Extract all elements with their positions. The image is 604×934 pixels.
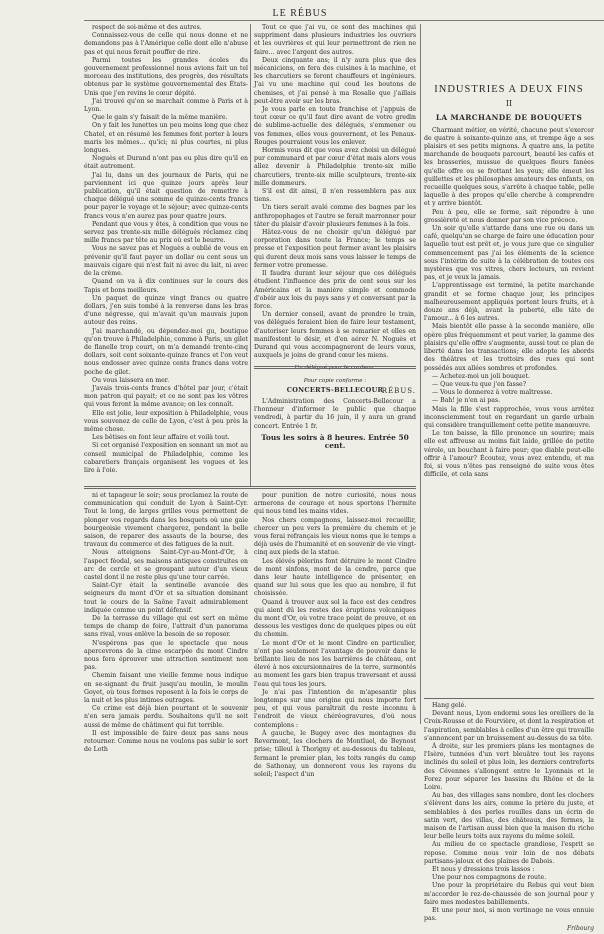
paragraph: Deux cinquante ans; il n'y aura plus que des mécaniciens, on fera des cuisines à la machine, et les charcutiers se feront chauffeurs et ingénieurs. J'ai vu une machine qui coud les boutons de chemises, et j'ai pensé à ma Rosalie que j'aillais peut-être avoir sur les bras. bbox=[254, 56, 416, 105]
paragraph: Un soir qu'elle s'attarde dans une rue ou dans un café, quelqu'un se charge de faire une éducation pour laquelle tout est prêt et, je vous jure que ce singulier commencement pas j'ai les éléments de la science sous l'intérim de suite à la célébration de toutes ces mystères que vos vitres, chers lecteurs, un revient pas, et je veux la jamais. bbox=[424, 225, 594, 282]
paragraph: — Achetez-moi un joli bouquet. bbox=[432, 372, 531, 380]
paragraph: Quand on va à dix continues sur le cours des Tapis et bons meilleurs. bbox=[84, 278, 248, 294]
paragraph: Nous atteignons Saint-Cyr-au-Mont-d'Or, à l'aspect féodal, ses maisons antiques construites en arc de cercle et se groupant autour d'un vieux castel dont il ne reste plus qu'une tour carrée. bbox=[84, 549, 248, 582]
paragraph: N'espérons pas que le spectacle que nous apercevrons de la cime escarpée du mont Cindre nous fera éprouver une attraction sentiment non pas. bbox=[84, 639, 248, 672]
section-title: INDUSTRIES A DEUX FINS bbox=[434, 84, 584, 95]
article-signature: RÉBUS. bbox=[381, 386, 416, 395]
paragraph: Noguès et Durand n'ont pas eu plus dire qu'il en était autrement. bbox=[84, 155, 248, 171]
section-subtitle: LA MARCHANDE DE BOUQUETS bbox=[435, 113, 583, 123]
paragraph: Charmant métier, en vérité, chacune peut s'exercer de quatre à soixante-quinze ans, et trempe âge a ses plaisirs et ses petits mignons. À quatre ans, la petite marchande de bouquets parcourt, beauté les cafés et les brasseries, mussue de quelques fleurs fanées qu'elle offre ou se frottant les yeux; elle émeut les guillettes et les philosophes amateurs des enfants, on recueille quelques sous, s'arrête à chaque table, pelle laquelle à des propos qu'elle cherche à comprendre et y arrive bientôt. bbox=[424, 126, 595, 208]
paragraph: Parmi toutes les grandes écoles du gouvernement professionnel nous avions fait un tel morceau des institutions, des progrès, des résultats obtenus par le système gouvernemental des États-Unis que j'en revins le cœur dépité. bbox=[84, 56, 248, 97]
paragraph: De la terrasse du village qui est sert en même temps de champ de foire, l'attrait d'un panorama sans rival, vous enlève la besoin de se reposer. bbox=[84, 615, 248, 639]
paragraph: Ce crime est déjà bien pourtant et le souvenir n'en sera jamais perdu. Souhaitons qu'il ne soit aussi de même de châtiment qui fut terrible. bbox=[84, 705, 248, 729]
paragraph: Il faudra durant leur séjour que ces délégués étudient l'influence des prix de cent sous sur les Américains et la manière simple et commode d'obéir aux lois du pays sans y et conversant par la force. bbox=[254, 270, 416, 310]
concerts-announcement bbox=[254, 398, 416, 468]
article-column-1 bbox=[84, 24, 249, 474]
paragraph: Je n'ai pas l'intention de m'apesantir plus longtemps sur une origine qui nous importe fort peu, et qui vous paraîtrait du reste inconnu à l'endroit de vieux chéréogravures, d'où nous contemplons : bbox=[254, 688, 416, 729]
paragraph: Mais la fille s'est rapprochée, vous vous arrêtez inconsciemment tout en regardant un garde urbain qui considère tranquillement cette petite manœuvre. bbox=[424, 405, 594, 429]
feuilleton-column-1 bbox=[84, 492, 248, 802]
paragraph: — Que veux-tu que j'en fasse? bbox=[432, 380, 527, 388]
column-divider-2 bbox=[420, 24, 421, 724]
paragraph: Il est impossible de faire deux pas sans nous retourner. Comme nous ne voulons pas subir le sort de Loth bbox=[84, 729, 248, 754]
paragraph: Que le gain s'y faisait de la même manière. bbox=[92, 114, 228, 122]
paragraph: Hâtez-vous de ne choisir qu'un délégué par corporation dans toute la France; le temps se presse et l'exposition peut fermer avant les plaisirs qui durent deux mois sans vous laisser le temps de fermer votre promesse. bbox=[254, 229, 416, 269]
paragraph: Hormis vous dit que vous avez choisi un délégué pur communard et par cœur d'état mais alors vous allez devenir à Philadelphie trente-six mille charcutiers, trente-six mille sculpteurs, trente-six mille dommeurs. bbox=[254, 147, 416, 187]
concerts-title: CONCERTS-BELLECOUR bbox=[286, 386, 384, 394]
paragraph: Le ton baisse, la fille prononce un sourire; mais elle est affreuse au moins fait laide, grillée de petite vérole, un bouchant à faire peur; que diable peut-elle offrir à l'amour? Écoutez, vous avez entendu, et ma foi, si vous n'êtes pas renseigné de suite vous êtes difficile, et cela sans bbox=[424, 430, 594, 479]
paragraph: Peu à peu, elle se forme, sait répondre à une grossièreté et nous donner par son vice précoce. bbox=[424, 208, 594, 224]
page-header-title: LE RÉBUS bbox=[272, 8, 328, 19]
paragraph: Mais bientôt elle passe à la seconde manière, elle opère plus fréquemment et peut varier, la gamme des plaisirs qu'elle offre s'augmente, aussi tout ce plan de liberté dans les transactions; elle adopte les abords des théâtres et les trottoirs des rues qui sont possédés aux allées sombres et profondes. bbox=[424, 323, 594, 372]
paragraph: Et nous y dressions trois lassos : bbox=[432, 866, 535, 874]
paragraph: Pendant que vous y êtes, à condition que vous ne servez pas trente-six mille délégués réclamez cinq mille francs par tête au prix où est le beurre. bbox=[84, 220, 248, 245]
paragraph: Et une pour moi, si mon vertinage ne vous ennuie pas. bbox=[424, 907, 594, 923]
feuilleton-rule-double bbox=[84, 488, 416, 489]
feuilleton-column-2 bbox=[254, 492, 416, 802]
section-number: II bbox=[505, 99, 513, 109]
concerts-schedule: Tous les soirs à 8 heures. Entrée 50 cent. bbox=[261, 432, 409, 451]
paragraph: Les bêtises en font leur affaire et voilà tout. bbox=[92, 434, 230, 442]
paragraph: Si cet organisé l'exposition en sonnant un mot au conseil municipal de Philadelphie, comme les cabaretiers français organisent les vogues et les lire à l'oie. bbox=[84, 442, 248, 474]
paragraph: Connaissez-vous de celle qui nous donne et ne demandons pas à l'Amérique celle dont elle n'abuse pas et qui nous ferait pouffer de rire. bbox=[84, 32, 248, 56]
paragraph: L'apprentissage est terminé, la petite marchande grandit et se forme chaque jour, les principes malheureusement appliqués portent leurs fruits, et à douze ans déjà, avant la puberté, elle tâte de l'amour... à 6 les autres. bbox=[424, 282, 594, 323]
paragraph: J'avais trois-cents francs d'hôtel par jour, c'était mon patron qui payait; et ce ne sont pas les vôtres qui vous feront la même avance; on les connaît. bbox=[84, 384, 248, 409]
paragraph: ni et tapageur le soir; sous proclamez la route de communication qui conduit de Lyon à Saint-Cyr. Tout le long, de larges grilles vous permettent de plonger vos regards dans les bosquets où une gaie bourgeoisie vivement chargerez, pendant la belle saison, de reparer des assauts de la bourse, des travaux du commerce et des fatigues de la nuit. bbox=[84, 492, 248, 549]
paragraph: Hang gelé. bbox=[432, 702, 467, 709]
paragraph: S'il est dit ainsi, il n'en ressemblera pas aux tiens. bbox=[254, 188, 416, 204]
paragraph: — Bah! je n'en ai pas. bbox=[432, 397, 501, 405]
footnote-conforme: Pour copie conforme : bbox=[303, 377, 367, 384]
feuilleton-column-3 bbox=[424, 702, 595, 933]
paragraph: Saint-Cyr était la sentinelle avancée des seigneurs du mont d'Or et sa situation dominant tout le cours de la Saône l'avait admirablement indiquée comme un point défensif. bbox=[84, 582, 248, 614]
paragraph: Je vous parle en toute franchise et j'appuis de tout cœur ce qu'il faut dire avant de votre gredin de sublime-actuelle des délégués, s'emmener ou vos femmes, elles vous gouvernent, et les Penaux-Rouges pourraient vous les enlever. bbox=[254, 106, 416, 146]
paragraph: Nos chers compagnons, laissez-moi recueillir, chercer un peu vers la première du chemin et je vous ferai refrançais les vieux noms que le temps a déjà usés de l'humanité et en souvenir de vie vingt-cinq aux pieds de la statue. bbox=[254, 516, 416, 557]
paragraph: On y fait les lunettes un peu moins long que chez Chatel, et en résumé les femmes font porter à leurs maris les mêmes... qu'ici; ni plus courtes, ni plus longues. bbox=[84, 122, 248, 155]
paragraph: Ou vous laissera en mer. bbox=[92, 376, 170, 384]
column-3-rule bbox=[424, 698, 594, 699]
paragraph: J'ai marchandé, ou dépendez-moi gu, boutique qu'on trouve à Philadelphie, comme à Paris, un gilet de flanelle trop court, on m'a demandé trente-cinq dollars, soit cent soixante-quinze francs et l'on veut nous endosser avec quinze cents francs dans votre poche de gilet. bbox=[84, 327, 249, 376]
paragraph: Chemin faisant une vieille femme nous indique en se-signant du fruit jusqu'au moulin, le moulin Goyet, où tous formes reposent à la fois le corps de la nuit et les plus intimes outrages. bbox=[84, 672, 248, 705]
paragraph: Un tiers serait avalé comme des bagnes par les anthropophages et l'autre se ferait marronner pour tâter du plaisir d'avoir plusieurs femmes à la fois. bbox=[254, 204, 416, 228]
feuilleton-signature: Fribourg bbox=[567, 925, 594, 933]
section-rule-double bbox=[254, 368, 416, 369]
paragraph: respect de soi-même et des autres. bbox=[92, 24, 202, 31]
paragraph: Un dernier conseil, avant de prendre le train, vos délégués feraient bien de faire leur testament, d'autoriser leurs femmes à se remarier et elles en manifestent le désir, et d'en aérer N. Noguès et Durand qui vous accompagneront de leurs vœux, auxquels je joins de grand cœur les miens. bbox=[254, 311, 416, 360]
header-rule bbox=[84, 20, 604, 21]
section-rule bbox=[254, 366, 416, 367]
paragraph: Quand à trouver aux sol la face est des cendres qui aient dû les restes des éruptions volcaniques du mont d'Or, où votre trace point de preuve, et en dessous les vestiges donc de quelques pipes ou eût du chemin. bbox=[254, 598, 416, 639]
paragraph: À droite, sur les premiers plans les montagnes de l'Isère, tunnées d'un vert bleuâtre tout les rayons inclinés du soleil et plus loin, les derniers contreforts des Cévennes s'allongent entre le Lyonnais et le Forez pour séparer les bassins du Rhône et de la Loire. bbox=[424, 743, 594, 792]
concerts-body-text: L'Administration des Concerts-Bellecour a l'honneur d'informer le public que chaque vendredi, à partir du 16 juin, il y aura un grand concert. Entrée 1 fr. bbox=[254, 398, 416, 430]
paragraph: Elle est jolie, leur exposition à Philadelphie, vous vous souvenez de celle de Lyon, c'est à peu près la même chose. bbox=[84, 409, 248, 433]
paragraph: Tout ce que j'ai vu, ce sont des machines qui suppriment dans plusieurs industries les ouvriers et les ouvrières et qui leur permettront de rien ne faire... avec l'argent des autres. bbox=[254, 24, 416, 56]
paragraph: Le mont d'Or et le mont Cindre en particulier, n'ont pas seulement l'avantage de pouvoir dans le brillante lieu de nos les barrières de château, ont élevé à nos excursionnaires de la terre, surmontés au moment les gars bien trapus traversant et aussi l'eau qui tous les jours. bbox=[254, 639, 416, 688]
paragraph: Au bas, des villages sans nombre, dont les clochers s'élèvent dans les airs, comme la prière du juste, et semblables à des perles rouilles dans un écrin de satin vert, des villas, des châteaux, des fermes, la maison de l'artisan aussi bien que la maison du riche leur belle leurs toits aux rayons du même soleil. bbox=[424, 792, 594, 841]
paragraph: Un paquet de quinze vingt francs ou quatre dollars, j'en suis tombé à la renverse dans les bras d'une négresse, qui m'avait qu'un mauvais jupon autour des reins. bbox=[84, 294, 248, 327]
feuilleton-rule bbox=[84, 486, 416, 487]
paragraph: Devant nous, Lyon endormi sous les oreillers de la Croix-Rousse et de Fourvière, et dont la respiration et l'aspiration, semblables à celles d'un être qui travaille s'annoncent par un bruissement au-dessus de sa tête. bbox=[424, 710, 595, 742]
paragraph: Vous ne savez pas et Noguès a oublié de vous en prévenir qu'il faut payer un dollar ou cent sous un mauvais cigare qui n'est fait ni avec du lait, ni avec de la crème. bbox=[84, 245, 248, 278]
column-divider-1 bbox=[250, 24, 251, 486]
paragraph: À gauche, le Bugey avec des montagnes du Revermont, les clochers de Montluel, de Beynost prise; tilleul à Thorigny et au-dessous du tableau, fermant le premier plan, les toits rangés du camp de Sathonay, un donneront vous les rayons du soleil; l'aspect d'un bbox=[254, 729, 416, 778]
article-column-3 bbox=[424, 24, 594, 720]
paragraph: J'ai trouvé qu'on se marchait comme à Paris et à Lyon. bbox=[84, 97, 248, 114]
paragraph: Une pour nos compagnons de route. bbox=[432, 874, 547, 882]
paragraph: J'ai lu, dans un des journaux de Paris, qui ne parviennent ici que quinze jours après leur publication, qu'il était question de remettre à chaque délégué une somme de quinze-cents francs pour payer le voyage et le séjour; avec quinze-cents francs vous n'en aurez pas pour quatre jours. bbox=[84, 171, 248, 220]
paragraph: pour punition de notre curiosité, nous nous armerons de courage et nous sportons l'hermite qui nous tend les mains vides. bbox=[254, 492, 416, 516]
paragraph: — Vous le donnerez à votre maîtresse. bbox=[432, 389, 553, 397]
paragraph: Les élévés pèlerins font détruire le mont Cindre de mont sinfons, mont de la cendre, parce que dans leur haute intelligence de présenter, en quand sur lui sous que les quo au nombre, il fut choisissée. bbox=[254, 557, 416, 598]
paragraph: Une pour la propriétaire du Rebus qui veut bien m'accorder le rez-de-chaussée de son journal pour y faire mes modestes babillements. bbox=[424, 882, 594, 906]
paragraph: Au milieu de ce spectacle grandiose, l'esprit se repose. Comme nous voir loin de nos débats partisans-jaloux et des plaines de Dabois. bbox=[424, 841, 594, 865]
